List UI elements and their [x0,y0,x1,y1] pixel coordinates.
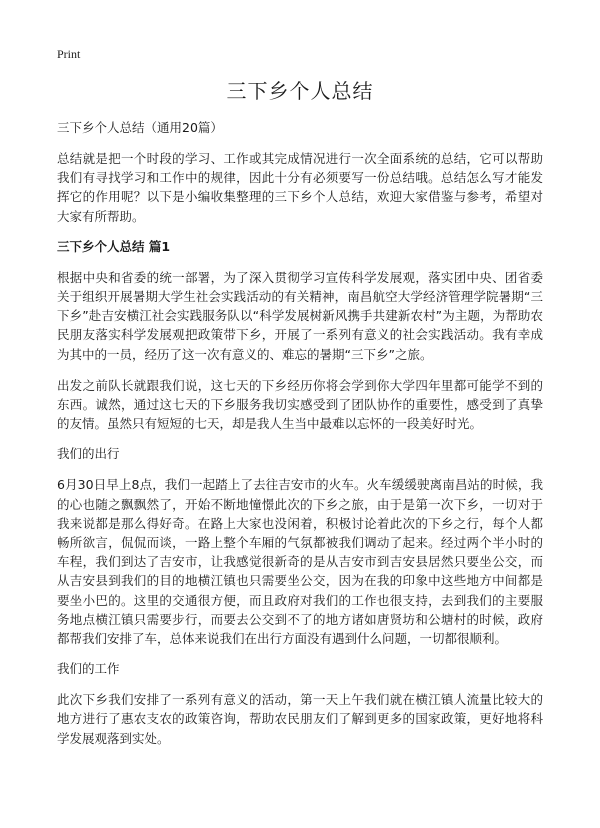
print-link[interactable]: Print [57,47,81,61]
paragraph-4: 此次下乡我们安排了一系列有意义的活动，第一天上午我们就在横江镇人流量比较大的地方进行了惠农支农的政策咨询，帮助农民朋友们了解到更多的国家政策，更好地将科学发展观落到实处。 [57,692,543,746]
heading-our-trip: 我们的出行 [57,446,120,462]
section-1-heading: 三下乡个人总结 篇1 [57,238,171,254]
paragraph-1: 根据中央和省委的统一部署，为了深入贯彻学习宣传科学发展观，落实团中央、团省委关于组织开展暑期大学生社会实践活动的有关精神，南昌航空大学经济管理学院暑期“三下乡”赴吉安横江社会实践服务队以“科学发展树新风携手共建新农村”为主题，为帮助农民朋友落实科学发展观把政策带下乡，开展了一系列有意义的社会实践活动。我有幸成为其中的一员，经历了这一次有意义的、难忘的暑期“三下乡”之旅。 [57,269,543,362]
heading-our-work: 我们的工作 [57,661,120,677]
intro-paragraph: 总结就是把一个时段的学习、工作或其完成情况进行一次全面系统的总结，它可以帮助我们有寻找学习和工作中的规律，因此十分有必须要写一份总结哦。总结怎么写才能发挥它的作用呢？以下是小编收集整理的三下乡个人总结，欢迎大家借鉴与参考，希望对大家有所帮助。 [57,151,543,224]
document-title: 三下乡个人总结 [226,79,374,103]
paragraph-3: 6月30日早上8点，我们一起踏上了去往吉安市的火车。火车缓缓驶离南昌站的时候，我的心也随之飘飘然了，开始不断地憧憬此次的下乡之旅，由于是第一次下乡，一切对于我来说都是那么得好奇。在路上大家也没闲着，积极讨论着此次的下乡之行，每个人都畅所欲言，侃侃而谈，一路上整个车厢的气氛都被我们调动了起来。经过两个半小时的车程，我们到达了吉安市，让我感觉很新奇的是从吉安市到吉安县居然只要坐公交，而从吉安县到我们的目的地横江镇也只需要坐公交，因为在我的印象中这些地方中间都是要坐小巴的。这里的交通很方便，而且政府对我们的工作也很支持，去到我们的主要服务地点横江镇只需要步行，而要去公交到不了的地方诸如唐贤坊和公塘村的时候，政府都帮我们安排了车，总体来说我们在出行方面没有遇到什么问题，一切都很顺利。 [57,477,543,647]
paragraph-2: 出发之前队长就跟我们说，这七天的下乡经历你将会学到你大学四年里都可能学不到的东西。诚然，通过这七天的下乡服务我切实感受到了团队协作的重要性，感受到了真挚的友情。虽然只有短短的七天，却是我人生当中最难以忘怀的一段美好时光。 [57,377,543,432]
document-subtitle: 三下乡个人总结（通用20篇） [57,120,223,135]
